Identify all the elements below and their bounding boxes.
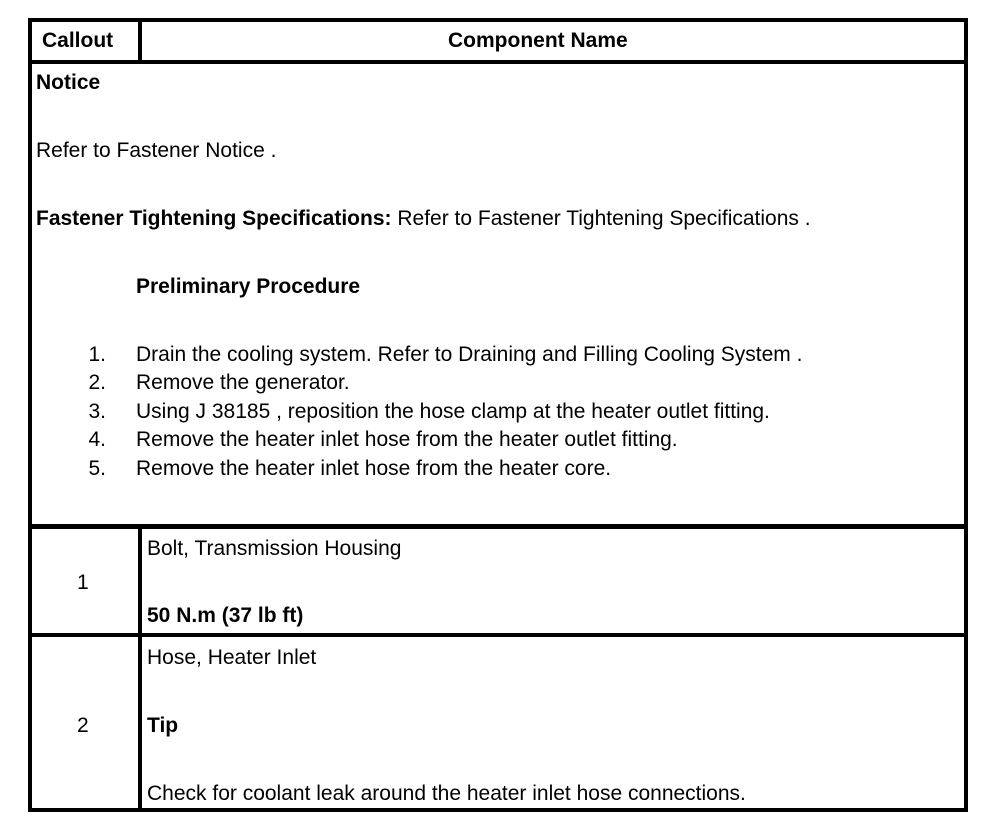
header-callout: Callout xyxy=(42,29,114,52)
notice-title: Notice xyxy=(36,71,101,94)
notice-text: Refer to Fastener Notice . xyxy=(36,139,277,162)
row-2-name: Hose, Heater Inlet xyxy=(147,646,317,669)
step-text: Remove the heater inlet hose from the heater outlet fitting. xyxy=(136,428,678,451)
row-2-tip-text: Check for coolant leak around the heater inlet hose connections. xyxy=(147,782,746,805)
row-1-spec: 50 N.m (37 lb ft) xyxy=(147,604,304,627)
step-number: 3. xyxy=(88,400,106,423)
row-divider xyxy=(28,633,968,637)
row-1-callout: 1 xyxy=(77,571,89,594)
row-1-name: Bolt, Transmission Housing xyxy=(147,537,402,560)
spec-text: Refer to Fastener Tightening Specifications . xyxy=(391,207,811,230)
step-text: Remove the generator. xyxy=(136,371,350,394)
step-text: Drain the cooling system. Refer to Draining and Filling Cooling System . xyxy=(136,343,803,366)
rows-column-divider xyxy=(138,526,142,812)
step-number: 2. xyxy=(88,371,106,394)
row-2-callout: 2 xyxy=(77,714,89,737)
step-text: Remove the heater inlet hose from the heater core. xyxy=(136,457,612,480)
step-number: 4. xyxy=(88,428,106,451)
step-number: 1. xyxy=(88,343,106,366)
spec-line xyxy=(36,207,811,231)
header-divider xyxy=(28,60,968,64)
step-text: Using J 38185 , reposition the hose clamp at the heater outlet fitting. xyxy=(136,400,770,423)
spec-label: Fastener Tightening Specifications: xyxy=(36,207,392,230)
procedure-title: Preliminary Procedure xyxy=(136,275,361,298)
header-component-name: Component Name xyxy=(448,29,628,52)
header-column-divider xyxy=(138,18,142,62)
notice-divider xyxy=(28,524,968,529)
row-2-tip-label: Tip xyxy=(147,714,179,737)
step-number: 5. xyxy=(88,457,106,480)
